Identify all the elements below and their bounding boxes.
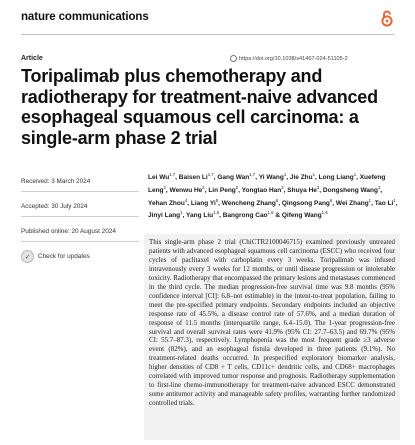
author-affiliation: 1,6 [267,210,274,216]
author-name[interactable]: Tao Li [374,199,394,207]
author-affiliation: 2 [202,184,205,190]
author-name[interactable]: Yi Wang [258,174,284,182]
author-affiliation: 1 [283,172,287,177]
check-updates-icon: ✓ [21,250,34,263]
author-affiliation: 6 [329,197,333,203]
header-divider [21,34,394,35]
author-name[interactable]: Liang Yi [190,199,216,207]
author-affiliation: 4 [184,197,188,203]
author-name[interactable]: Wencheng Zhang [221,199,276,207]
author-affiliation: 6 [275,197,279,203]
author-name[interactable]: Xuefeng Leng [148,174,386,194]
author-name[interactable]: Qifeng Wang [281,212,322,220]
author-affiliation: 1,6 [213,210,220,216]
author-affiliation: 1 [353,172,357,177]
author-affiliation: 1 [393,197,396,203]
author-name[interactable]: Qingsong Pang [281,199,330,207]
article-title: Toripalimab plus chemotherapy and radiotherapy for treatment-naive advanced esophageal squamous cell carcinoma: a single-arm phase 2 trial [21,66,378,148]
check-for-updates-button[interactable] [21,250,139,263]
abstract: This single-arm phase 2 trial (ChiCTR2100046715) examined previously untreated patients with advanced esophageal squamous cell carcinoma (ESCC) who received four cycles of paclitaxel with carboplatin every 3 weeks. Toripalimab was infused intravenously every 3 weeks for 12 months, or until disease progression or intolerable toxicity. Radiotherapy that encompassed the primary lesions and metastases commenced in the third cycle. The median progression-free survival time was 9.8 months (95% confidence interval [CI]: 6.8–not estimable) in the intent-to-treat population, failing to meet the pre-specified primary endpoints. Secondary endpoints included an objective response rate of 45.5%, a disease control rate of 57.6%, and a median duration of response of 11.5 months (interquartile range, 6.4–15.0). The 1-year progression-free survival and overall survival rates were 41.9% (95% CI: 27.7–63.5) and 69.7% (95% CI: 55.7–87.3), respectively. Lymphopenia was the most frequent grade ≥3 adverse event (82%), and an esophageal fistula developed in three patients (9.1%). No treatment-related deaths occurred. In prespecified exploratory biomarker analysis, higher densities of CD8 + T cells, CD11c+ dendritic cells, and CD68+ macrophages correlated with improved tumor response and prognosis. Radiotherapy supplementation to first-line chemo-immunotherapy for treatment-naive advanced ESCC demonstrated some antitumor activity and manageable safety profiles, warranting further randomized controlled trials. [144,234,400,440]
article-type: Article [21,55,43,62]
author-name[interactable]: Bangrong Cao [222,212,268,220]
author-name[interactable]: Yang Liu [186,212,214,220]
author-name[interactable]: Yehan Zhou [148,199,185,207]
author-affiliation: 1 [180,210,183,216]
check-updates-label: Check for updates [38,253,90,260]
author-name[interactable]: Long Liang [318,174,354,182]
accepted-date: Accepted: 30 July 2024 [21,200,139,217]
author-name[interactable]: Wei Zhang [335,199,369,207]
author-name[interactable]: Dongsheng Wang [322,186,378,194]
author-name[interactable]: Yongtao Han [241,186,282,194]
author-affiliation: 1 [368,197,372,203]
author-name[interactable]: Jinyi Lang [148,212,181,220]
author-affiliation: 1,6 [321,210,328,216]
author-name[interactable]: Gang Wan [217,174,250,182]
publication-dates [21,175,139,263]
published-date: Published online: 20 August 2024 [21,225,139,242]
author-name[interactable]: Shuya He [287,186,317,194]
author-name[interactable]: Baisen Li [178,174,208,182]
author-name[interactable]: Lin Peng [208,186,236,194]
journal-name[interactable]: nature communications [21,11,149,23]
link-icon [230,55,237,62]
doi-text: https://doi.org/10.1038/s41467-024-51105-2 [239,55,348,62]
doi-link[interactable] [230,55,348,62]
author-affiliation: 1,7 [169,172,176,177]
author-affiliation: 2 [163,184,166,190]
author-name[interactable]: Wenwu He [169,186,203,194]
author-affiliation: 3 [316,184,320,190]
author-affiliation: 1,7 [207,172,214,177]
author-name[interactable]: Lei Wu [148,174,170,182]
author-affiliation: 2 [235,184,239,190]
author-affiliation: 5 [215,197,219,203]
author-affiliation: 1 [312,172,316,177]
open-access-icon[interactable] [380,9,394,27]
author-name[interactable]: Jie Zhu [289,174,313,182]
author-affiliation: 2 [281,184,284,190]
author-list: Lei Wu$^{1,7}$, Baisen Li$^{1,7}$, Gang Wan$^{1,7}$, Yi Wang$^1$, Jie Zhu$^1$, Long Liang$^1$, Xuefeng Leng$^2$, Wenwu He$^2$, Lin Peng$^2$, Yongtao Han$^2$, Shuya He$^3$, Dongsheng Wang$^3$, Yehan Zhou$^4$, Liang Yi$^5$, Wencheng Zhang$^6$, Qingsong Pang$^6$, Wei Zhang$^1$, Tao Li$^1$, Jinyi Lang$^1$, Yang Liu$^{1,6}$, Bangrong Cao$^{1,6}$ & Qifeng Wang$^{1,6}$ [148,172,398,220]
received-date: Received: 3 March 2024 [21,175,139,192]
author-affiliation: 1,7 [249,172,256,177]
author-affiliation: 3 [377,184,381,190]
